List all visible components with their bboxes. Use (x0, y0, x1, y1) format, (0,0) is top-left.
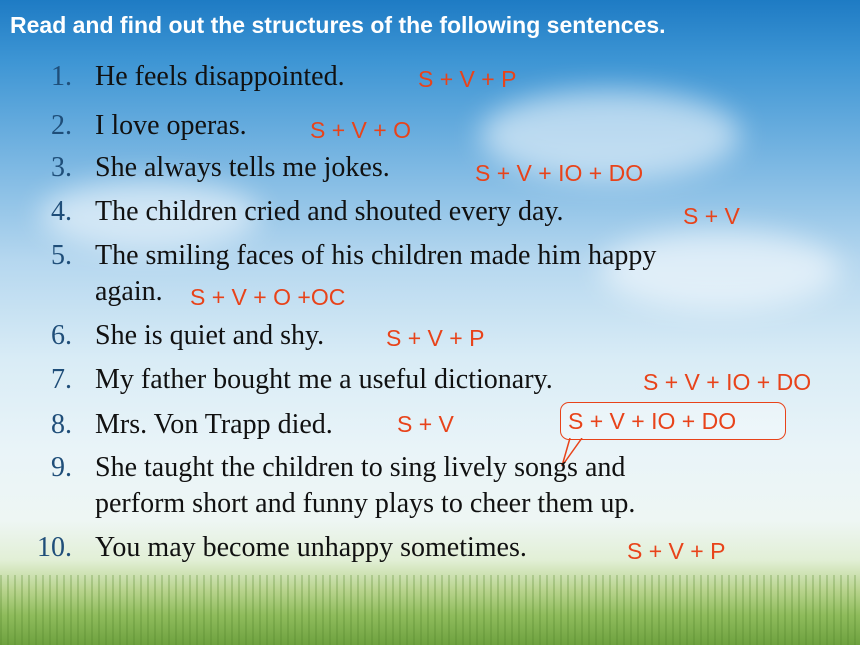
item-number: 1. (51, 61, 72, 92)
structure-answer: S + V + O +OC (190, 284, 346, 310)
item-number: 9. (51, 452, 72, 483)
structure-answer: S + V (683, 203, 740, 229)
sentence: Mrs. Von Trapp died. (95, 409, 333, 440)
sentence-continuation: perform short and funny plays to cheer them up. (95, 488, 636, 519)
item-number: 10. (37, 532, 72, 563)
slide-title: Read and find out the structures of the following sentences. (10, 12, 666, 38)
sentence: She always tells me jokes. (95, 152, 390, 183)
structure-answer: S + V + P (386, 325, 485, 351)
item-number: 8. (51, 409, 72, 440)
item-number: 4. (51, 196, 72, 227)
sentence: She is quiet and shy. (95, 320, 325, 351)
sentence: The smiling faces of his children made him happy (95, 240, 657, 271)
item-number: 6. (51, 320, 72, 351)
structure-answer: S + V + IO + DO (643, 369, 812, 395)
structure-answer: S + V + O (310, 117, 411, 143)
sentence-continuation: again. (95, 276, 163, 307)
structure-answer: S + V + P (418, 66, 517, 92)
item-number: 7. (51, 364, 72, 395)
item-number: 5. (51, 240, 72, 271)
sentence: I love operas. (95, 110, 247, 141)
structure-answer: S + V + P (627, 538, 726, 564)
sentence: My father bought me a useful dictionary. (95, 364, 553, 395)
structure-answer: S + V (397, 411, 454, 437)
sentence: She taught the children to sing lively songs and (95, 452, 626, 483)
sentence: The children cried and shouted every day. (95, 196, 564, 227)
structure-answer: S + V + IO + DO (475, 160, 644, 186)
item-number: 2. (51, 110, 72, 141)
sentence: He feels disappointed. (95, 61, 345, 92)
structure-answer: S + V + IO + DO (568, 408, 737, 434)
item-number: 3. (51, 152, 72, 183)
sentence: You may become unhappy sometimes. (95, 532, 527, 563)
grass-field (0, 575, 860, 645)
